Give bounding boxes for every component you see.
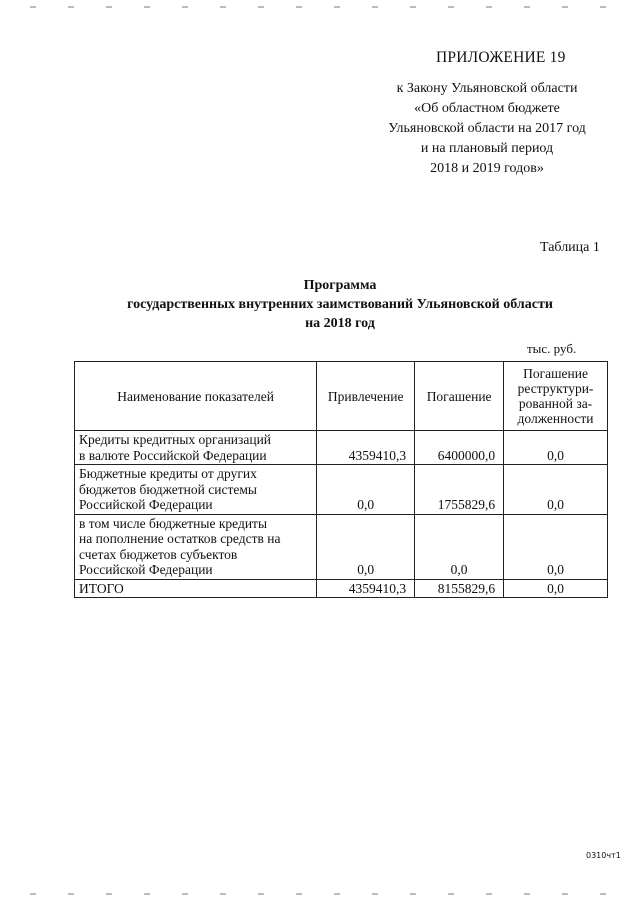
row-attraction: 4359410,3: [317, 579, 415, 598]
row-name-line: Кредиты кредитных организаций: [79, 432, 272, 447]
table-row: [75, 431, 608, 465]
scan-noise-top: [30, 6, 620, 8]
law-reference-line: к Закону Ульяновской области: [396, 81, 578, 96]
appendix-title: ПРИЛОЖЕНИЕ 19: [436, 49, 566, 66]
row-attraction: 4359410,3: [317, 431, 415, 465]
row-repayment: 6400000,0: [415, 431, 504, 465]
row-restructured: 0,0: [504, 514, 608, 579]
row-name: ИТОГО: [75, 579, 317, 598]
table-row: [75, 465, 608, 515]
table-header-row: [75, 362, 608, 431]
row-repayment: 1755829,6: [415, 465, 504, 515]
document-title: [60, 276, 620, 333]
law-reference-line: 2018 и 2019 годов»: [430, 161, 544, 176]
law-reference-line: «Об областном бюджете: [414, 101, 560, 116]
row-restructured: 0,0: [504, 579, 608, 598]
row-name: [75, 431, 317, 465]
row-attraction: 0,0: [317, 465, 415, 515]
document-title-line: государственных внутренних заимствований Ульяновской области: [127, 297, 553, 312]
table-row: [75, 514, 608, 579]
row-name-line: Бюджетные кредиты от других: [79, 466, 257, 481]
law-reference: [360, 79, 614, 179]
header-repayment: Погашение: [415, 362, 504, 431]
document-title-line: Программа: [303, 278, 377, 293]
law-reference-line: Ульяновской области на 2017 год: [388, 121, 586, 136]
scan-noise-bottom: [30, 893, 620, 895]
row-name-line: Российской Федерации: [79, 497, 213, 512]
row-repayment: 0,0: [415, 514, 504, 579]
header-restructured: [504, 362, 608, 431]
borrowing-program-table: [74, 361, 608, 598]
header-restructured-line: рованной за-: [518, 396, 593, 411]
table-row-total: [75, 579, 608, 598]
row-repayment: 8155829,6: [415, 579, 504, 598]
unit-label: тыс. руб.: [527, 341, 577, 356]
header-attraction: Привлечение: [317, 362, 415, 431]
law-reference-line: и на плановый период: [420, 141, 554, 156]
table-number: Таблица 1: [540, 240, 600, 255]
row-name-line: Российской Федерации: [79, 562, 213, 577]
header-restructured-line: Погашение: [523, 366, 588, 381]
row-restructured: 0,0: [504, 465, 608, 515]
header-name: Наименование показателей: [75, 362, 317, 431]
row-name: [75, 465, 317, 515]
row-name: [75, 514, 317, 579]
row-name-line: на пополнение остатков средств на: [79, 531, 281, 546]
header-restructured-line: долженности: [517, 411, 594, 426]
header-restructured-line: реструктури-: [517, 381, 594, 396]
page-code: 0310чт1: [586, 851, 621, 860]
row-name-line: в том числе бюджетные кредиты: [79, 515, 268, 531]
document-title-line: на 2018 год: [305, 316, 375, 331]
row-name-line: счетах бюджетов субъектов: [79, 546, 238, 562]
row-name-line: бюджетов бюджетной системы: [79, 481, 257, 497]
row-name-line: в валюте Российской Федерации: [79, 447, 267, 463]
row-attraction: 0,0: [317, 514, 415, 579]
row-restructured: 0,0: [504, 431, 608, 465]
